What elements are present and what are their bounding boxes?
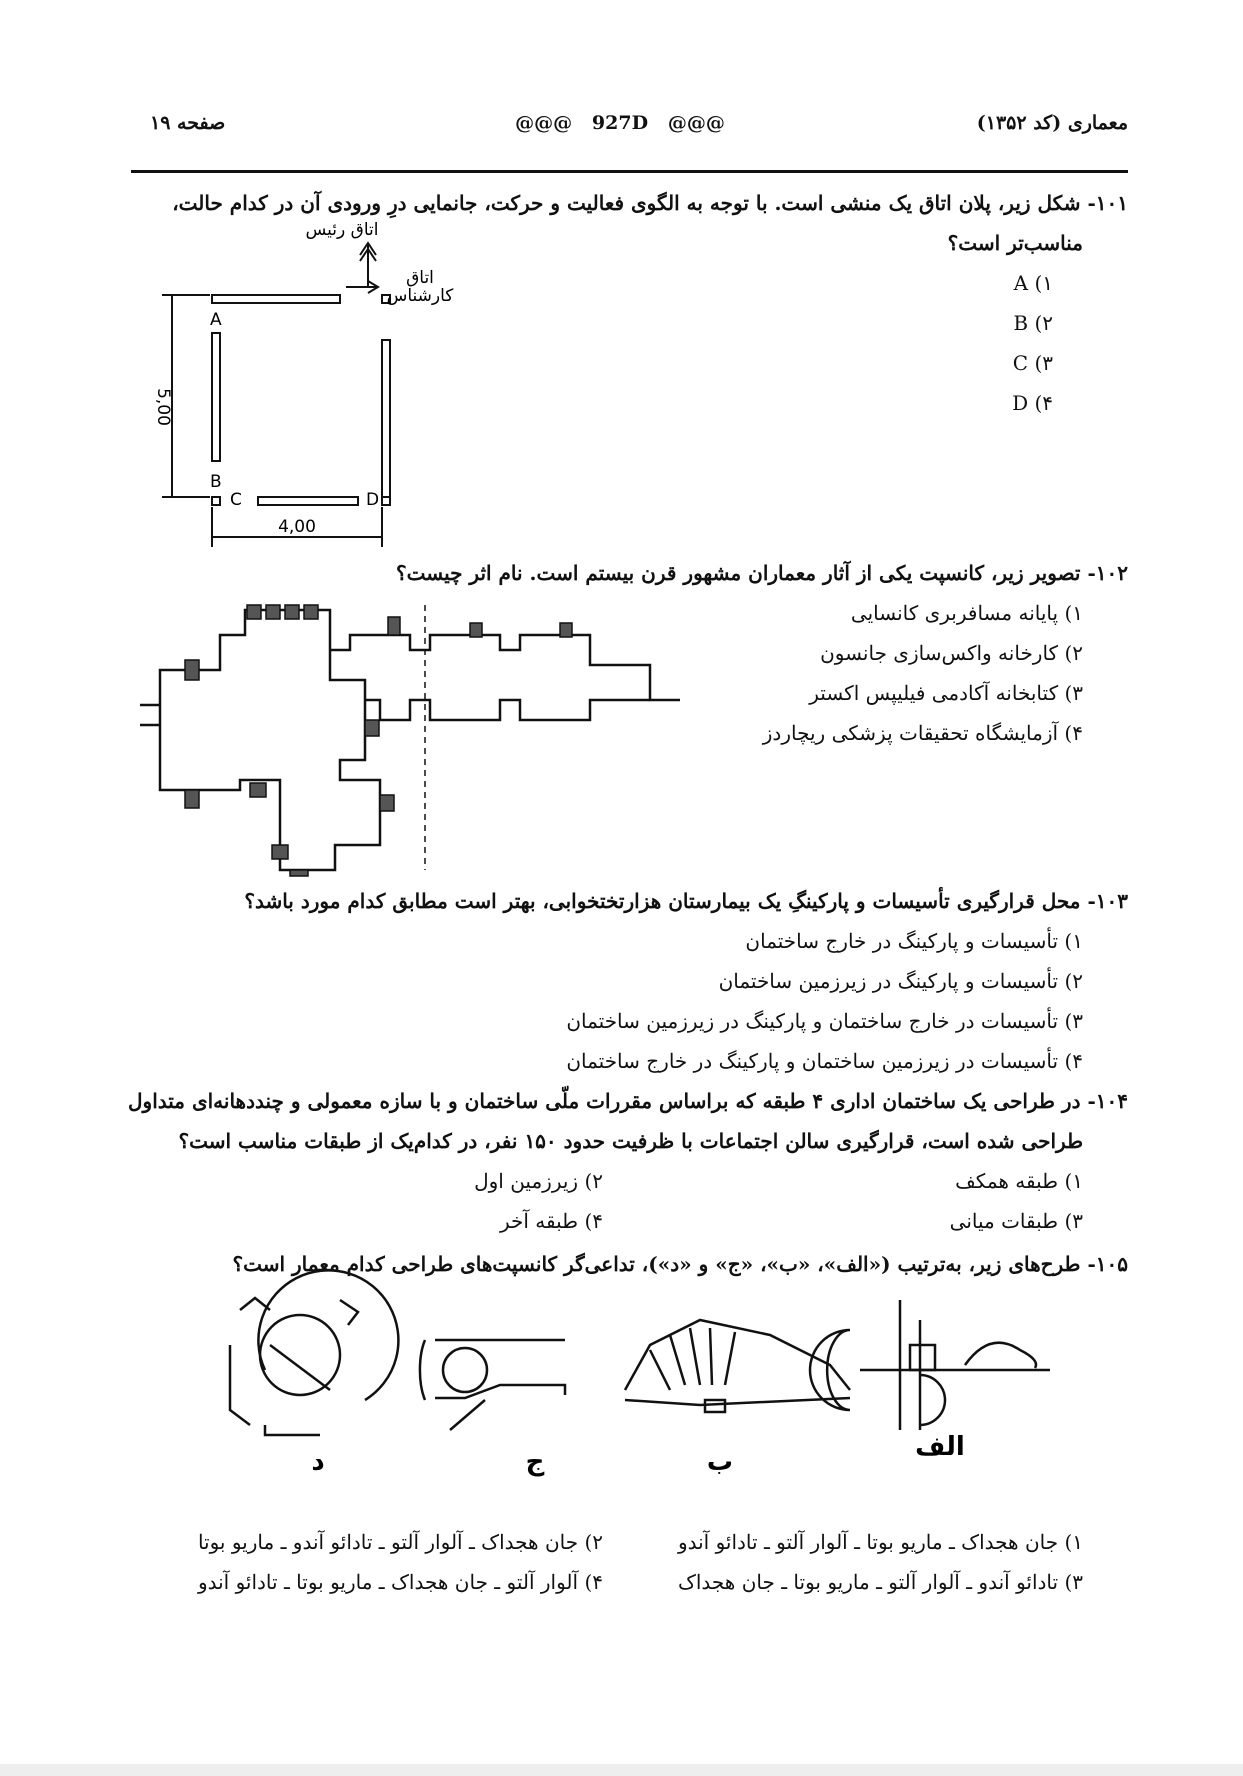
question-number: ۱۰۴- (1087, 1089, 1128, 1113)
point-c-label: C (230, 490, 242, 510)
option-3[interactable]: C (۳ (1012, 351, 1053, 375)
caption-c: ج (525, 1447, 545, 1477)
dimension-horizontal: 4,00 (278, 517, 316, 537)
question-101 (118, 183, 1128, 223)
question-text: محل قرارگیری تأسیسات و پارکینگِ یک بیمارستان هزارتختخوابی، بهتر است مطابق کدام مورد باشد؟ (244, 889, 1081, 913)
option-2[interactable]: ۲) زیرزمین اول (474, 1169, 603, 1193)
caption-alef: الف (915, 1432, 965, 1462)
question-text: طرح‌های زیر، به‌ترتیب («الف»، «ب»، «ج» و «د»)، تداعی‌گر کانسپت‌های طراحی کدام معمار است؟ (232, 1252, 1081, 1276)
option-2[interactable]: ۲) جان هجداک ـ آلوار آلتو ـ تادائو آندو ـ ماریو بوتا (197, 1530, 603, 1554)
question-number: ۱۰۳- (1087, 889, 1128, 913)
question-102 (228, 553, 1128, 593)
sketch-b (625, 1320, 850, 1390)
option-2[interactable]: ۲) تأسیسات و پارکینگ در زیرزمین ساختمان (718, 969, 1083, 993)
dimension-vertical: 5,00 (153, 388, 173, 426)
question-104-line2: طراحی شده است، قرارگیری سالن اجتماعات با ظرفیت حدود ۱۵۰ نفر، در کدام‌یک از طبقات مناسب است؟ (178, 1129, 1083, 1153)
booklet-code: @@@ 927D @@@ (515, 112, 725, 134)
question-number: ۱۰۵- (1087, 1252, 1128, 1276)
exam-subject: معماری (کد ۱۳۵۲) (976, 112, 1128, 134)
option-3[interactable]: ۳) تادائو آندو ـ آلوار آلتو ـ ماریو بوتا ـ جان هجداک (677, 1570, 1083, 1594)
header-rule (131, 170, 1128, 173)
option-1[interactable]: ۱) جان هجداک ـ ماریو بوتا ـ آلوار آلتو ـ تادائو آندو (677, 1530, 1083, 1554)
label-boss-room: اتاق رئیس (305, 220, 379, 240)
question-104 (118, 1081, 1128, 1121)
option-4[interactable]: ۴) آزمایشگاه تحقیقات پزشکی ریچاردز (762, 721, 1083, 745)
sketch-d (258, 1270, 398, 1400)
question-number: ۱۰۲- (1087, 561, 1128, 585)
page-bottom-bar (0, 1764, 1243, 1776)
question-text: در طراحی یک ساختمان اداری ۴ طبقه که براساس مقررات ملّی ساختمان و با سازه معمولی و چنددهانه‌ای متداول (128, 1089, 1081, 1113)
option-1[interactable]: A (۱ (1013, 271, 1053, 295)
option-3[interactable]: ۳) طبقات میانی (949, 1209, 1083, 1233)
option-4[interactable]: ۴) آلوار آلتو ـ جان هجداک ـ ماریو بوتا ـ تادائو آندو (197, 1570, 603, 1594)
point-d-label: D (366, 490, 380, 510)
option-2[interactable]: B (۲ (1013, 311, 1053, 335)
point-b-label: B (210, 472, 222, 492)
question-text: شکل زیر، پلان اتاق یک منشی است. با توجه به الگوی فعالیت و حرکت، جانمایی درِ ورودی آن در کدام حالت، (172, 191, 1081, 215)
question-101-line2: مناسب‌تر است؟ (947, 231, 1083, 255)
option-1[interactable]: ۱) تأسیسات و پارکینگ در خارج ساختمان (745, 929, 1083, 953)
sketch-c (420, 1340, 425, 1400)
option-4[interactable]: D (۴ (1012, 391, 1053, 415)
option-4[interactable]: ۴) تأسیسات در زیرزمین ساختمان و پارکینگ در خارج ساختمان (566, 1049, 1083, 1073)
option-4[interactable]: ۴) طبقه آخر (499, 1209, 603, 1233)
caption-b: ب (706, 1447, 734, 1477)
point-a-label: A (210, 310, 222, 330)
question-number: ۱۰۱- (1087, 191, 1128, 215)
option-3[interactable]: ۳) کتابخانه آکادمی فیلیپس اکستر (809, 681, 1083, 705)
label-expert-room-2: کارشناس (386, 286, 454, 306)
option-1[interactable]: ۱) طبقه همکف (955, 1169, 1083, 1193)
concept-sketches (230, 1290, 1060, 1480)
caption-d: د (311, 1447, 325, 1477)
option-3[interactable]: ۳) تأسیسات در خارج ساختمان و پارکینگ در زیرزمین ساختمان (566, 1009, 1083, 1033)
concept-plan-drawing (140, 605, 680, 875)
question-103 (128, 881, 1128, 921)
option-2[interactable]: ۲) کارخانه واکس‌سازی جانسون (820, 641, 1083, 665)
page-number: صفحه ۱۹ (150, 112, 226, 134)
option-1[interactable]: ۱) پایانه مسافربری کانسایی (850, 601, 1083, 625)
secretary-room-plan (150, 220, 490, 555)
question-text: تصویر زیر، کانسپت یکی از آثار معماران مشهور قرن بیستم است. نام اثر چیست؟ (395, 561, 1081, 585)
label-expert-room-1: اتاق (406, 268, 434, 288)
